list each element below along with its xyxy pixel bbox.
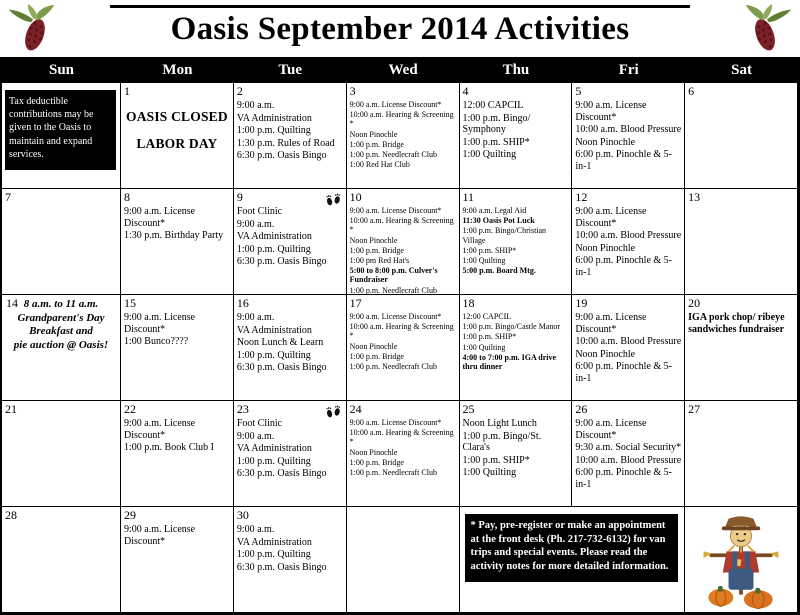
event: 6:30 p.m. Oasis Bingo xyxy=(236,362,327,373)
day-number: 24 xyxy=(349,402,362,416)
event: 1:30 p.m. Birthday Party xyxy=(124,230,224,241)
event: 1:00 p.m. Bridge xyxy=(349,351,404,361)
event: IGA pork chop/ ribeye sandwiches fundraiser xyxy=(688,312,785,335)
day-number: 11 xyxy=(462,190,475,204)
contributions-note-cell xyxy=(2,83,121,189)
day-cell-14 xyxy=(2,295,121,401)
event: 9:00 a.m. License Discount* xyxy=(349,418,442,427)
event: 10:00 a.m. Blood Pressure xyxy=(575,124,682,135)
event: 9:00 a.m. License Discount* xyxy=(575,206,647,229)
event: Foot Clinic xyxy=(236,206,283,217)
day-number: 12 xyxy=(575,190,588,204)
scarecrow-icon xyxy=(697,513,785,609)
event: 10:00 a.m. Hearing & Screening * xyxy=(349,428,454,447)
day-cell-2 xyxy=(234,83,347,189)
event: Noon Pinochle xyxy=(349,129,398,139)
header-rule xyxy=(110,5,690,8)
corn-icon xyxy=(738,4,792,54)
calendar-grid-frame xyxy=(0,57,800,615)
page-title: Oasis September 2014 Activities xyxy=(170,11,630,47)
event: 1:00 p.m. Bingo/Castle Manor xyxy=(462,322,561,332)
day-number: 9 xyxy=(236,190,243,204)
event: 9:00 a.m. License Discount* xyxy=(349,312,442,321)
day-number: 16 xyxy=(236,296,249,310)
event: 9:00 a.m. xyxy=(236,430,275,442)
event: 12:00 CAPCIL xyxy=(462,312,512,321)
day-number: 7 xyxy=(5,190,11,204)
scarecrow-image xyxy=(688,508,794,612)
event: 1:00 p.m. Bingo/ Symphony xyxy=(462,112,531,135)
day-number: 21 xyxy=(5,402,17,416)
event: 10:00 a.m. Hearing & Screening * xyxy=(349,322,454,341)
day-cell-3 xyxy=(347,83,460,189)
day-cell-18 xyxy=(460,295,573,401)
footnote-text: * Pay, pre-register or make an appointment at the front desk (Ph. 217-732-6132) for van trips and special events. Please read the activity notes for more detailed information. xyxy=(465,514,679,582)
event: 1:00 pm Red Hat's xyxy=(349,255,410,265)
dow-mon: Mon xyxy=(162,62,193,78)
event: 6:00 p.m. Pinochle & 5-in-1 xyxy=(575,361,672,384)
event: 6:30 p.m. Oasis Bingo xyxy=(236,150,327,161)
footnote-cell xyxy=(460,507,686,613)
event: 9:00 a.m. License Discount* xyxy=(124,312,196,335)
day-cell-1 xyxy=(121,83,234,189)
event: 10:00 a.m. Hearing & Screening * xyxy=(349,110,454,129)
dow-tue: Tue xyxy=(278,62,303,78)
day-cell-13 xyxy=(685,189,798,295)
event: Noon Pinochle xyxy=(349,235,398,245)
dow-thu: Thu xyxy=(502,62,530,78)
event: 9:00 a.m. xyxy=(236,218,275,230)
day-number: 18 xyxy=(462,296,475,310)
event: 11:30 Oasis Pot Luck xyxy=(462,216,535,226)
day-number: 6 xyxy=(688,84,695,98)
event: 1:00 p.m. SHIP* xyxy=(462,245,517,255)
event: 1:00 p.m. Quilting xyxy=(236,349,311,361)
day-cell-9 xyxy=(234,189,347,295)
day-cell-27 xyxy=(685,401,798,507)
event: 1:00 p.m. Bridge xyxy=(349,457,404,467)
day-cell-15 xyxy=(121,295,234,401)
day-number: 30 xyxy=(236,508,249,522)
empty-cell xyxy=(347,507,460,613)
day-number: 10 xyxy=(349,190,362,204)
day-cell-23 xyxy=(234,401,347,507)
event: 9:00 a.m. License Discount* xyxy=(575,100,647,123)
event: 1:00 p.m. Needlecraft Club xyxy=(349,467,437,477)
event: 10:00 a.m. Blood Pressure xyxy=(575,336,682,347)
event: 1:00 p.m. SHIP* xyxy=(462,454,530,466)
event: VA Administration xyxy=(236,324,312,336)
contributions-note: Tax deductible contributions may be given to the Oasis to maintain and expand services. xyxy=(5,90,116,170)
event: 1:00 p.m. Bridge xyxy=(349,245,404,255)
corn-icon xyxy=(8,4,62,54)
day-number: 2 xyxy=(236,84,243,98)
event: 1:00 p.m. Needlecraft Club xyxy=(349,149,437,159)
day-number: 14 xyxy=(6,296,18,310)
day-number: 23 xyxy=(236,402,249,416)
day-number: 28 xyxy=(5,508,17,522)
event: 1:00 p.m. SHIP* xyxy=(462,332,517,342)
event: 9:00 a.m. License Discount* xyxy=(575,312,647,335)
day-number: 22 xyxy=(124,402,136,416)
calendar-grid xyxy=(2,83,798,613)
event: 1:00 p.m. Quilting xyxy=(236,125,311,136)
event: Foot Clinic xyxy=(236,418,283,429)
dow-sun: Sun xyxy=(48,62,75,78)
day-cell-12 xyxy=(572,189,685,295)
day-number: 19 xyxy=(575,296,588,310)
event: 1:00 p.m. SHIP* xyxy=(462,136,530,148)
event: 9:00 a.m. License Discount* xyxy=(349,206,442,215)
day-number: 5 xyxy=(575,84,582,98)
event: 5:00 p.m. Board Mtg. xyxy=(462,266,536,276)
event: Noon Light Lunch xyxy=(462,418,537,429)
event: Noon Pinochle xyxy=(575,348,636,360)
event: 1:00 Quilting xyxy=(462,467,517,478)
event: Noon Pinochle xyxy=(575,136,636,148)
event: 12:00 CAPCIL xyxy=(462,100,524,111)
event: 1:00 p.m. Quilting xyxy=(236,243,311,255)
event: 6:00 p.m. Pinochle & 5-in-1 xyxy=(575,255,672,278)
event: 1:00 p.m. Needlecraft Club xyxy=(349,361,437,371)
day-cell-8 xyxy=(121,189,234,295)
day-of-week-header xyxy=(2,57,798,83)
day-number: 27 xyxy=(688,402,701,416)
day-number: 15 xyxy=(124,296,136,310)
event: 9:00 a.m. License Discount* xyxy=(124,206,196,229)
day-cell-17 xyxy=(347,295,460,401)
event: 1:00 Red Hat Club xyxy=(349,160,410,170)
event: 8 a.m. to 11 a.m. xyxy=(23,298,99,310)
day-cell-28 xyxy=(2,507,121,613)
day-cell-22 xyxy=(121,401,234,507)
day-cell-25 xyxy=(460,401,573,507)
scarecrow-cell xyxy=(685,507,798,613)
event: Grandparent's Day xyxy=(17,311,105,324)
event: 1:00 p.m. Bridge xyxy=(349,139,404,149)
day-cell-4 xyxy=(460,83,573,189)
event: 9:00 a.m. License Discount* xyxy=(575,418,647,441)
event: 6:30 p.m. Oasis Bingo xyxy=(236,256,327,267)
day-cell-21 xyxy=(2,401,121,507)
event: 9:00 a.m. xyxy=(236,100,275,111)
event: 1:00 Quilting xyxy=(462,342,506,352)
event: 9:00 a.m. License Discount* xyxy=(124,524,196,547)
event: Noon Lunch & Learn xyxy=(236,337,324,348)
day-cell-24 xyxy=(347,401,460,507)
event: VA Administration xyxy=(236,112,312,124)
event: 9:00 a.m. Legal Aid xyxy=(462,206,527,215)
event: 9:00 a.m. License Discount* xyxy=(349,100,442,109)
event: 10:00 a.m. Blood Pressure xyxy=(575,230,682,241)
event: 1:00 Bunco???? xyxy=(124,336,189,347)
event: 1:00 Quilting xyxy=(462,149,517,160)
event: VA Administration xyxy=(236,231,312,242)
event: 6:00 p.m. Pinochle & 5-in-1 xyxy=(575,467,672,490)
event: 6:30 p.m. Oasis Bingo xyxy=(236,468,327,479)
day-number: 4 xyxy=(462,84,469,98)
calendar-header xyxy=(0,0,800,57)
headline: OASIS CLOSED xyxy=(126,109,228,124)
event: 10:00 a.m. Blood Pressure xyxy=(575,454,682,466)
event: 1:00 Quilting xyxy=(462,255,506,265)
dow-wed: Wed xyxy=(388,62,418,78)
dow-fri: Fri xyxy=(618,62,639,78)
day-cell-29 xyxy=(121,507,234,613)
day-number: 3 xyxy=(349,84,356,98)
day-number: 29 xyxy=(124,508,136,522)
day-number: 8 xyxy=(124,190,130,204)
day-number: 1 xyxy=(124,84,130,98)
event: 9:30 a.m. Social Security* xyxy=(575,442,682,453)
day-number: 17 xyxy=(349,296,362,310)
footprints-icon xyxy=(325,193,342,207)
event: 1:00 p.m. Needlecraft Club xyxy=(349,285,437,295)
event: 1:30 p.m. Rules of Road xyxy=(236,137,335,149)
day-cell-5 xyxy=(572,83,685,189)
event: 9:00 a.m. License Discount* xyxy=(124,418,196,441)
headline: LABOR DAY xyxy=(136,135,218,151)
event: Noon Pinochle xyxy=(349,341,398,351)
event: 1:00 p.m. Book Club I xyxy=(124,442,215,453)
event: VA Administration xyxy=(236,536,312,548)
day-cell-11 xyxy=(460,189,573,295)
event: 10:00 a.m. Hearing & Screening * xyxy=(349,216,454,235)
day-cell-19 xyxy=(572,295,685,401)
event: 1:00 p.m. Bingo/Christian Village xyxy=(462,226,547,245)
event: pie auction @ Oasis! xyxy=(13,338,109,351)
event: Noon Pinochle xyxy=(575,242,636,254)
footprints-icon xyxy=(325,405,342,419)
event: Noon Pinochle xyxy=(349,447,398,457)
day-number: 20 xyxy=(688,296,701,310)
event: 1:00 p.m. Quilting xyxy=(236,549,311,560)
day-cell-10 xyxy=(347,189,460,295)
event: 1:00 p.m. Quilting xyxy=(236,455,311,467)
event: 1:00 p.m. Bingo/St. Clara's xyxy=(462,430,542,453)
dow-sat: Sat xyxy=(731,62,752,78)
day-cell-20 xyxy=(685,295,798,401)
day-number: 13 xyxy=(688,190,701,204)
event: VA Administration xyxy=(236,443,312,454)
day-cell-26 xyxy=(572,401,685,507)
day-cell-30 xyxy=(234,507,347,613)
day-cell-6 xyxy=(685,83,798,189)
event: 5:00 to 8:00 p.m. Culver's Fundraiser xyxy=(349,266,438,285)
day-number: 26 xyxy=(575,402,588,416)
event: 6:30 p.m. Oasis Bingo xyxy=(236,561,327,573)
event: 9:00 a.m. xyxy=(236,524,275,535)
day-cell-7 xyxy=(2,189,121,295)
event: 6:00 p.m. Pinochle & 5-in-1 xyxy=(575,149,672,172)
event: 9:00 a.m. xyxy=(236,312,275,323)
day-number: 25 xyxy=(462,402,475,416)
event: Breakfast and xyxy=(29,325,93,338)
day-cell-16 xyxy=(234,295,347,401)
event: 4:00 to 7:00 p.m. IGA drive thru dinner xyxy=(462,352,557,371)
